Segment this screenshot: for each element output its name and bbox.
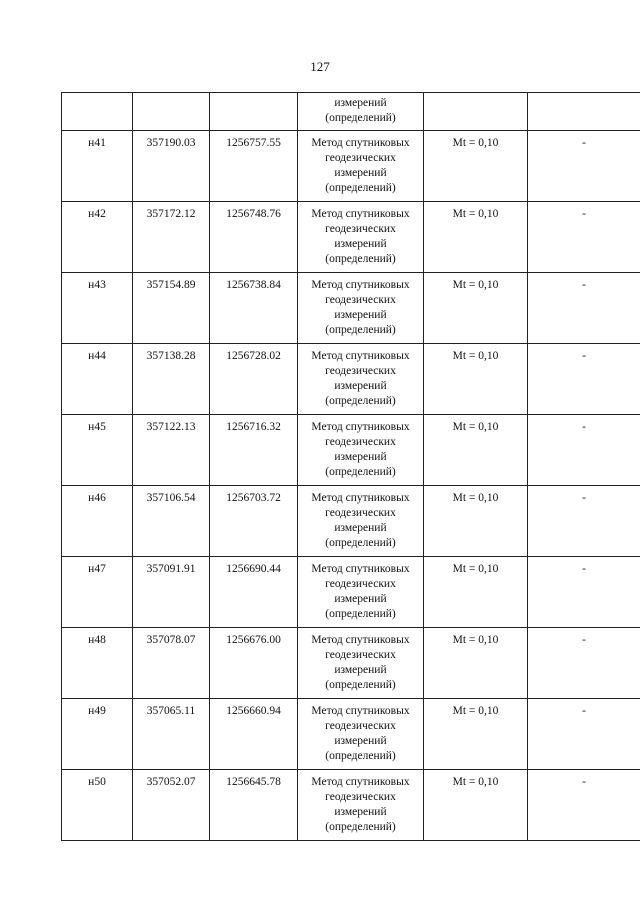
method-line: измерений — [334, 664, 387, 676]
method-line: (определений) — [325, 182, 396, 194]
cell-y: 1256676.00 — [210, 628, 298, 699]
method-line: измерений — [334, 238, 387, 250]
cell-note: - — [528, 628, 640, 699]
method-line: измерений — [334, 522, 387, 534]
table-row — [62, 486, 640, 557]
method-line: геодезических — [325, 507, 396, 519]
cell-y: 1256728.02 — [210, 344, 298, 415]
table-row — [62, 344, 640, 415]
cell-note: - — [528, 486, 640, 557]
cell-point-id: н49 — [62, 699, 133, 770]
cell-note — [528, 93, 640, 131]
method-line: (определений) — [325, 608, 396, 620]
table-row-carryover — [62, 93, 640, 131]
page-number: 127 — [310, 59, 330, 74]
table-row — [62, 202, 640, 273]
cell-point-id: н46 — [62, 486, 133, 557]
cell-point-id: н44 — [62, 344, 133, 415]
cell-note: - — [528, 202, 640, 273]
cell-y: 1256716.32 — [210, 415, 298, 486]
cell-method — [298, 93, 424, 131]
cell-point-id: н48 — [62, 628, 133, 699]
method-line: (определений) — [325, 112, 396, 124]
cell-y: 1256703.72 — [210, 486, 298, 557]
coordinates-table — [61, 92, 640, 841]
cell-point-id: н47 — [62, 557, 133, 628]
cell-note: - — [528, 344, 640, 415]
method-line: геодезических — [325, 649, 396, 661]
cell-y: 1256660.94 — [210, 699, 298, 770]
method-line: Метод спутниковых — [311, 350, 410, 362]
method-line: (определений) — [325, 750, 396, 762]
method-line: (определений) — [325, 679, 396, 691]
cell-y: 1256757.55 — [210, 131, 298, 202]
method-line: Метод спутниковых — [311, 492, 410, 504]
cell-accuracy: Mt = 0,10 — [424, 344, 528, 415]
table-row — [62, 131, 640, 202]
cell-note: - — [528, 415, 640, 486]
method-line: измерений — [334, 380, 387, 392]
cell-accuracy: Mt = 0,10 — [424, 628, 528, 699]
method-line: геодезических — [325, 152, 396, 164]
coordinates-table-body — [62, 93, 640, 841]
method-line: (определений) — [325, 466, 396, 478]
cell-method — [298, 557, 424, 628]
cell-accuracy — [424, 93, 528, 131]
cell-method — [298, 273, 424, 344]
cell-accuracy: Mt = 0,10 — [424, 273, 528, 344]
cell-method — [298, 486, 424, 557]
cell-x: 357122.13 — [133, 415, 210, 486]
cell-accuracy: Mt = 0,10 — [424, 557, 528, 628]
table-row — [62, 557, 640, 628]
method-line: Метод спутниковых — [311, 634, 410, 646]
cell-x — [133, 93, 210, 131]
cell-point-id: н50 — [62, 770, 133, 841]
cell-x: 357106.54 — [133, 486, 210, 557]
cell-y — [210, 93, 298, 131]
cell-x: 357172.12 — [133, 202, 210, 273]
cell-note: - — [528, 770, 640, 841]
method-line: измерений — [334, 309, 387, 321]
cell-accuracy: Mt = 0,10 — [424, 202, 528, 273]
method-line: геодезических — [325, 578, 396, 590]
cell-note: - — [528, 699, 640, 770]
cell-method — [298, 415, 424, 486]
method-line: геодезических — [325, 365, 396, 377]
method-line: измерений — [334, 735, 387, 747]
cell-x: 357154.89 — [133, 273, 210, 344]
cell-y: 1256645.78 — [210, 770, 298, 841]
method-line: измерений — [334, 167, 387, 179]
cell-method — [298, 202, 424, 273]
cell-x: 357065.11 — [133, 699, 210, 770]
cell-method — [298, 770, 424, 841]
table-row — [62, 770, 640, 841]
method-line: Метод спутниковых — [311, 421, 410, 433]
method-line: Метод спутниковых — [311, 279, 410, 291]
method-line: (определений) — [325, 537, 396, 549]
cell-note: - — [528, 557, 640, 628]
cell-note: - — [528, 131, 640, 202]
table-row — [62, 273, 640, 344]
cell-accuracy: Mt = 0,10 — [424, 770, 528, 841]
method-line: Метод спутниковых — [311, 705, 410, 717]
method-line: измерений — [334, 97, 387, 109]
cell-accuracy: Mt = 0,10 — [424, 415, 528, 486]
cell-point-id: н41 — [62, 131, 133, 202]
method-line: (определений) — [325, 395, 396, 407]
method-line: Метод спутниковых — [311, 563, 410, 575]
table-row — [62, 628, 640, 699]
cell-y: 1256690.44 — [210, 557, 298, 628]
cell-y: 1256738.84 — [210, 273, 298, 344]
method-line: (определений) — [325, 253, 396, 265]
method-line: геодезических — [325, 294, 396, 306]
method-line: Метод спутниковых — [311, 208, 410, 220]
method-line: геодезических — [325, 223, 396, 235]
cell-y: 1256748.76 — [210, 202, 298, 273]
method-line: измерений — [334, 593, 387, 605]
method-line: (определений) — [325, 821, 396, 833]
cell-method — [298, 344, 424, 415]
cell-x: 357078.07 — [133, 628, 210, 699]
cell-accuracy: Mt = 0,10 — [424, 699, 528, 770]
method-line: Метод спутниковых — [311, 776, 410, 788]
cell-note: - — [528, 273, 640, 344]
cell-point-id — [62, 93, 133, 131]
method-line: геодезических — [325, 791, 396, 803]
cell-x: 357052.07 — [133, 770, 210, 841]
cell-point-id: н43 — [62, 273, 133, 344]
cell-x: 357138.28 — [133, 344, 210, 415]
cell-accuracy: Mt = 0,10 — [424, 486, 528, 557]
cell-method — [298, 699, 424, 770]
method-line: измерений — [334, 451, 387, 463]
cell-method — [298, 131, 424, 202]
method-line: (определений) — [325, 324, 396, 336]
method-line: Метод спутниковых — [311, 137, 410, 149]
cell-point-id: н45 — [62, 415, 133, 486]
table-row — [62, 415, 640, 486]
cell-x: 357190.03 — [133, 131, 210, 202]
method-line: измерений — [334, 806, 387, 818]
cell-method — [298, 628, 424, 699]
cell-point-id: н42 — [62, 202, 133, 273]
table-row — [62, 699, 640, 770]
cell-accuracy: Mt = 0,10 — [424, 131, 528, 202]
cell-x: 357091.91 — [133, 557, 210, 628]
method-line: геодезических — [325, 436, 396, 448]
method-line: геодезических — [325, 720, 396, 732]
